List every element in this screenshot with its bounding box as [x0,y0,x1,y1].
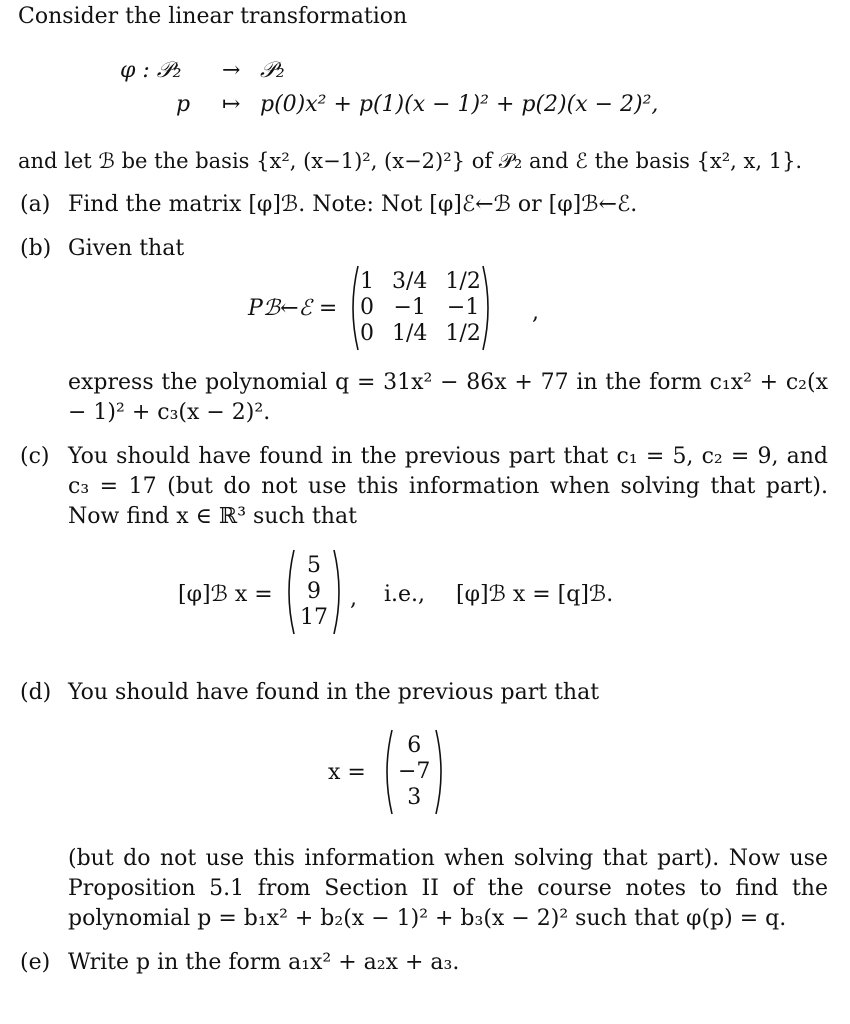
part-a-label: (a) [20,192,51,217]
map-arrow: → [222,58,241,83]
vector-entry: 5 [307,553,321,578]
map-codomain: 𝒫₂ [260,58,285,83]
map-variable: p [176,92,191,117]
right-paren [434,728,448,816]
part-b-label: (b) [20,236,52,261]
matrix-cell: 1/4 [392,321,428,346]
part-a-text: Find the matrix [φ]ℬ. Note: Not [φ]ℰ←ℬ or [φ]ℬ←ℰ. [68,192,638,217]
right-paren [481,264,495,352]
intro-text: Consider the linear transformation [18,4,408,29]
basis-sentence: and let ℬ be the basis {x², (x−1)², (x−2)²} of 𝒫₂ and ℰ the basis {x², x, 1}. [18,149,803,173]
matrix-cell: 1/2 [445,269,481,294]
vector-entry: 3 [407,785,422,810]
target-vector [282,548,346,636]
vector-entry: 17 [300,605,328,630]
matrix-cell: −1 [393,295,426,320]
vector-entry: 9 [307,579,321,604]
part-c-label: (c) [20,444,50,469]
part-b-text: express the polynomial q = 31x² − 86x + 77 in the form c₁x² + c₂(x − 1)² + c₃(x − 2)². [68,370,828,425]
mapsto-arrow: ↦ [222,92,241,117]
change-of-basis-label: Pℬ←ℰ = [248,296,338,321]
part-c-lhs: [φ]ℬ x = [178,582,273,607]
matrix-cell: 0 [360,295,374,320]
matrix-cell: −1 [446,295,480,320]
part-d-label: (d) [20,680,52,705]
right-paren [332,548,346,636]
part-d-lhs: x = [328,760,366,785]
ie-text: i.e., [384,582,426,607]
change-of-basis-matrix [346,264,495,352]
part-d-intro: You should have found in the previous part that [68,680,600,705]
vector-entry: −7 [398,759,431,784]
map-image: p(0)x² + p(1)(x − 1)² + p(2)(x − 2)², [260,92,659,117]
map-domain: φ : 𝒫₂ [120,58,182,83]
matrix-cell: 1/2 [445,321,481,346]
solution-vector [380,728,448,816]
part-d-text: (but do not use this information when solving that part). Now use Proposition 5.1 from Section II of the course notes to find the polynomial p = b₁x² + b₂(x − 1)² + b₃(x − 2)² such that φ(p) = q. [68,846,828,931]
part-b-given: Given that [68,236,185,261]
part-e-text: Write p in the form a₁x² + a₂x + a₃. [68,950,460,975]
vector-comma: , [350,586,357,611]
matrix-comma: , [532,300,539,325]
left-paren [380,728,394,816]
vector-entry: 6 [407,733,422,758]
part-e-label: (e) [20,950,51,975]
matrix-cell: 3/4 [392,269,428,294]
matrix-cell: 1 [360,269,374,294]
left-paren [282,548,296,636]
part-c-rhs: [φ]ℬ x = [q]ℬ. [456,582,614,607]
left-paren [346,264,360,352]
part-c-text: You should have found in the previous part that c₁ = 5, c₂ = 9, and c₃ = 17 (but do not use this information when solving that part). Now find x ∈ ℝ³ such that [68,444,828,529]
matrix-cell: 0 [360,321,374,346]
